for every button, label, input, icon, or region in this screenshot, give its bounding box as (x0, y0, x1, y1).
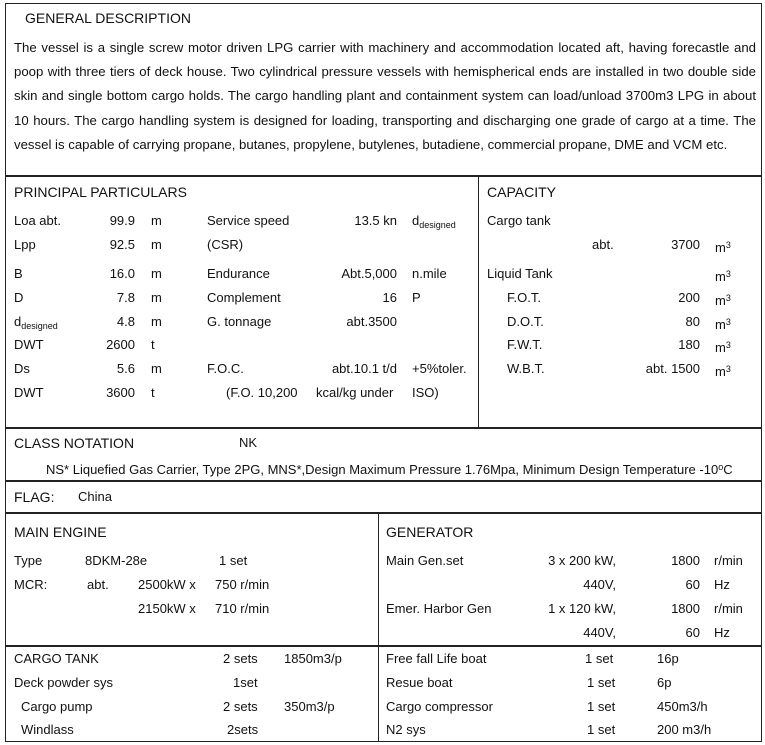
particular-label: D (14, 290, 24, 305)
engine-type-qty: 1 set (219, 553, 248, 568)
complement-value: 16 (382, 290, 397, 305)
capacity-item-label: D.O.T. (507, 314, 544, 329)
mcr-power: 2150kW x (138, 601, 196, 616)
foc-label: F.O.C. (207, 361, 244, 376)
equipment-label: Deck powder sys (14, 675, 113, 690)
equipment-cap: 6p (657, 675, 672, 690)
capacity-item-label: W.B.T. (507, 361, 545, 376)
capacity-item-value: abt. 1500 (645, 361, 700, 376)
cargo-tank-value: 3700 (671, 237, 700, 252)
equipment-cap: 450m3/h (657, 699, 708, 714)
liquid-tank-unit: $m^3$ (715, 269, 731, 284)
generator-rpm: 60 (685, 625, 700, 640)
gtonnage-value: abt.3500 (346, 314, 397, 329)
capacity-item-unit: $m^3$ (715, 364, 731, 379)
capacity-item-unit: $m^3$ (715, 293, 731, 308)
generator-unit: Hz (714, 577, 730, 592)
generator-title: GENERATOR (386, 524, 474, 540)
equipment-label: Cargo pump (21, 699, 93, 714)
capacity-item-unit: $m^3$ (715, 317, 731, 332)
generator-unit: Hz (714, 625, 730, 640)
particular-unit: m (151, 213, 162, 228)
equipment-label: Windlass (21, 722, 74, 737)
service-speed-sub: (CSR) (207, 237, 244, 252)
cargo-tank-abt: abt. (592, 237, 614, 252)
generator-unit: r/min (714, 601, 743, 616)
engine-type-value: 8DKM-28e (85, 553, 148, 568)
mcr-label: MCR: (14, 577, 48, 592)
capacity-item-label: F.O.T. (507, 290, 541, 305)
equipment-qty: 2sets (227, 722, 259, 737)
particular-value: 7.8 (116, 290, 135, 305)
capacity-item-label: F.W.T. (507, 337, 543, 352)
equipment-qty: 2 sets (223, 651, 258, 666)
generator-rpm: 1800 (671, 601, 700, 616)
generator-rpm: 60 (685, 577, 700, 592)
flag-value: China (78, 489, 112, 504)
service-speed-note: $d_{designed}$ (412, 213, 456, 230)
general-description-text: The vessel is a single screw motor driven LPG carrier with machinery and accommodation located aft, having forecastle and poop with three tiers of deck house. Two cylindrical pressure vessels with hemispherical ends are installed in two double side skin and single bottom cargo holds. The cargo handling plant and containment system can load/unload 3700m3 LPG in about 10 hours. The cargo handling system is designed for loading, transporting and discharging one grade of cargo at a time. The vessel is capable of carrying propane, butanes, propylene, butylenes, butadiene, commercial propane, DME and VCM etc. (14, 40, 756, 152)
particular-label: $d_{designed}$ (14, 314, 58, 331)
particular-label: Ds (14, 361, 30, 376)
principal-particulars-title: PRINCIPAL PARTICULARS (14, 184, 187, 200)
particular-value: 2600 (106, 337, 135, 352)
particular-unit: m (151, 237, 162, 252)
particular-label: B (14, 266, 23, 281)
equipment-qty: 1 set (585, 651, 614, 666)
gtonnage-label: G. tonnage (207, 314, 272, 329)
endurance-value: Abt.5,000 (341, 266, 397, 281)
mcr-rpm: 710 r/min (215, 601, 270, 616)
capacity-title: CAPACITY (487, 184, 556, 200)
equipment-qty: 1 set (587, 722, 616, 737)
equipment-qty: 1 set (587, 699, 616, 714)
capacity-item-value: 200 (678, 290, 700, 305)
engine-box (5, 513, 762, 646)
equipment-box (5, 646, 762, 742)
generator-label: Main Gen.set (386, 553, 464, 568)
flag-label: FLAG: (14, 489, 55, 505)
capacity-item-unit: $m^3$ (715, 340, 731, 355)
foc-value: abt.10.1 t/d (331, 361, 397, 376)
particular-unit: m (151, 290, 162, 305)
general-description-title: GENERAL DESCRIPTION (25, 10, 191, 26)
equipment-label: Free fall Life boat (386, 651, 487, 666)
divider (478, 176, 479, 428)
capacity-item-value: 80 (685, 314, 700, 329)
equipment-qty: 1 set (587, 675, 616, 690)
particular-label: Lpp (14, 237, 36, 252)
particular-value: 99.9 (109, 213, 135, 228)
endurance-unit: n.mile (412, 266, 447, 281)
class-notation-text: NS* Liquefied Gas Carrier, Type 2PG, MNS*,Design Maximum Pressure 1.76Mpa, Minimum Design Temperature -10$^o$C (46, 462, 733, 477)
mcr-rpm: 750 r/min (215, 577, 270, 592)
generator-qty: 1 x 120 kW, (548, 601, 616, 616)
class-notation-title: CLASS NOTATION (14, 435, 135, 451)
particular-value: 4.8 (116, 314, 135, 329)
mcr-abt: abt. (87, 577, 109, 592)
cargo-tank-unit: $m^3$ (715, 240, 731, 255)
particular-unit: t (151, 385, 155, 400)
complement-unit: P (412, 290, 421, 305)
endurance-label: Endurance (207, 266, 270, 281)
particular-unit: m (151, 314, 162, 329)
foc-note-a: (F.O. 10,200 (226, 385, 298, 400)
equipment-label: CARGO TANK (14, 651, 99, 666)
service-speed-value: 13.5 kn (354, 213, 397, 228)
particular-label: DWT (14, 337, 44, 352)
particular-value: 16.0 (109, 266, 135, 281)
liquid-tank-label: Liquid Tank (487, 266, 553, 281)
equipment-cap: 1850m3/p (284, 651, 342, 666)
particular-value: 3600 (106, 385, 135, 400)
divider (378, 646, 379, 742)
foc-note-b: kcal/kg under (316, 385, 394, 400)
generator-label: Emer. Harbor Gen (386, 601, 492, 616)
particular-unit: t (151, 337, 155, 352)
generator-qty: 440V, (583, 625, 616, 640)
engine-type-label: Type (14, 553, 43, 568)
generator-unit: r/min (714, 553, 743, 568)
divider (378, 513, 379, 646)
particular-value: 92.5 (109, 237, 135, 252)
equipment-label: N2 sys (386, 722, 426, 737)
equipment-qty: 2 sets (223, 699, 258, 714)
mcr-power: 2500kW x (138, 577, 196, 592)
equipment-cap: 350m3/p (284, 699, 335, 714)
generator-qty: 440V, (583, 577, 616, 592)
main-engine-title: MAIN ENGINE (14, 524, 107, 540)
foc-note-c: ISO) (412, 385, 439, 400)
particular-unit: m (151, 266, 162, 281)
particular-label: DWT (14, 385, 44, 400)
equipment-cap: 16p (657, 651, 679, 666)
equipment-cap: 200 m3/h (657, 722, 712, 737)
class-society: NK (239, 435, 258, 450)
generator-rpm: 1800 (671, 553, 700, 568)
equipment-label: Cargo compressor (386, 699, 493, 714)
service-speed-label: Service speed (207, 213, 290, 228)
complement-label: Complement (207, 290, 281, 305)
capacity-item-value: 180 (678, 337, 700, 352)
foc-unit: +5%toler. (412, 361, 467, 376)
equipment-qty: 1set (233, 675, 258, 690)
equipment-label: Resue boat (386, 675, 453, 690)
generator-qty: 3 x 200 kW, (548, 553, 616, 568)
flag-box (5, 481, 762, 513)
particular-label: Loa abt. (14, 213, 61, 228)
particular-value: 5.6 (116, 361, 135, 376)
cargo-tank-label: Cargo tank (487, 213, 551, 228)
particular-unit: m (151, 361, 162, 376)
